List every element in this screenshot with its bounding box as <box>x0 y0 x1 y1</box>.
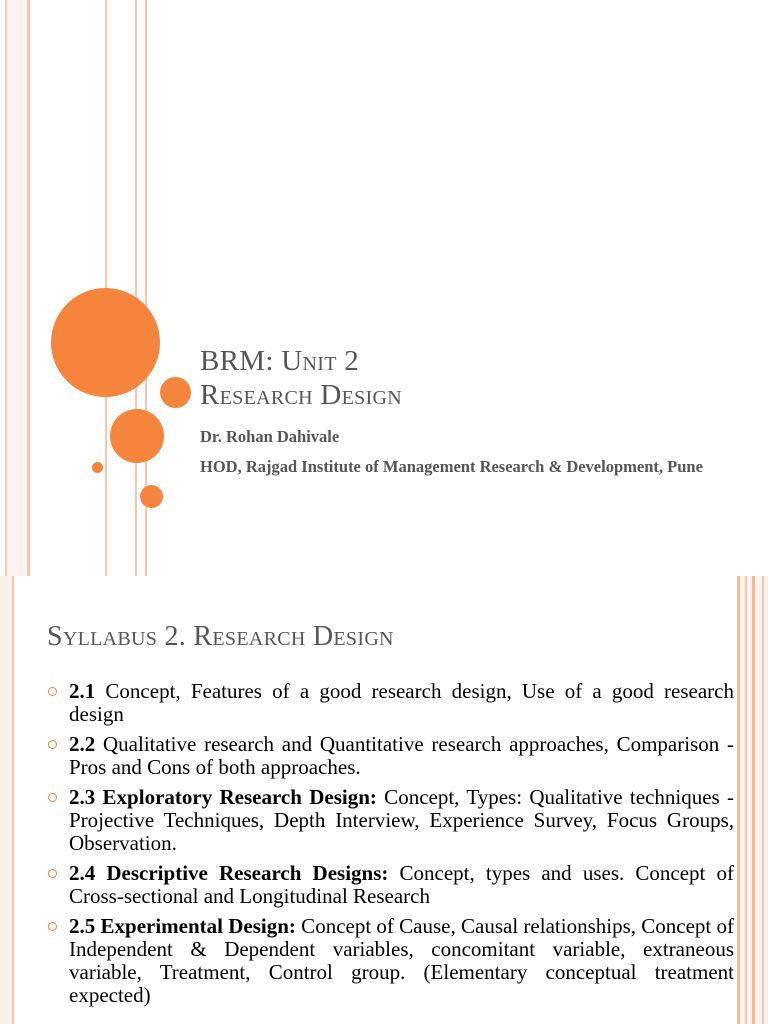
list-item <box>48 786 734 855</box>
title-prefix: BRM: <box>200 345 282 377</box>
circle-bullet-icon <box>48 922 57 931</box>
circle-bullet-icon <box>48 687 57 696</box>
item-number: 2.1 <box>69 679 96 703</box>
decorative-stripe <box>752 576 755 1024</box>
slide-title <box>200 344 740 412</box>
author-name: Dr. Rohan Dahivale <box>200 427 340 446</box>
title-line-2: Research Design <box>200 379 403 411</box>
decorative-stripe <box>745 576 747 1024</box>
list-item <box>48 915 734 1007</box>
slide-subtitle <box>200 426 740 478</box>
syllabus-list <box>48 680 734 1014</box>
decorative-stripe <box>135 0 137 576</box>
syllabus-slide <box>0 576 768 1024</box>
decorative-stripe <box>27 0 30 576</box>
decorative-stripe <box>737 576 740 1024</box>
item-number: 2.2 <box>69 732 96 756</box>
circle-bullet-icon <box>48 793 57 802</box>
item-heading: Experimental Design: <box>95 914 296 938</box>
decorative-circle-tiny <box>92 462 103 473</box>
item-number: 2.4 <box>69 861 96 885</box>
syllabus-title: Syllabus 2. Research Design <box>47 621 394 652</box>
decorative-stripe <box>12 576 14 1024</box>
decorative-stripe <box>762 576 764 1024</box>
title-unit: Unit 2 <box>281 345 360 377</box>
author-affiliation: HOD, Rajgad Institute of Management Research & Development, Pune <box>200 457 703 476</box>
decorative-circle-small <box>140 485 163 508</box>
circle-bullet-icon <box>48 740 57 749</box>
decorative-circle-medium <box>160 377 191 408</box>
item-number: 2.5 <box>69 914 96 938</box>
item-text: Concept, Features of a good research design, Use of a good research design <box>69 679 734 726</box>
list-item <box>48 733 734 779</box>
decorative-stripe <box>5 0 7 576</box>
item-heading: Exploratory Research Design: <box>95 785 377 809</box>
item-text: Qualitative research and Quantitative research approaches, Comparison - Pros and Cons of both approaches. <box>69 732 734 779</box>
list-item <box>48 680 734 726</box>
item-text: Concept, types and uses. Concept of Cross-sectional and Longitudinal Research <box>69 861 734 908</box>
item-number: 2.3 <box>69 785 96 809</box>
decorative-band <box>7 0 27 576</box>
title-line-1 <box>200 344 740 378</box>
list-item <box>48 862 734 908</box>
decorative-circle-medium-large <box>110 409 164 463</box>
circle-bullet-icon <box>48 869 57 878</box>
item-text: Concept, Types: Qualitative techniques - Projective Techniques, Depth Interview, Experience Survey, Focus Groups, Observation. <box>69 785 735 855</box>
item-heading: Descriptive Research Designs: <box>95 861 389 885</box>
item-text: Concept of Cause, Causal relationships, Concept of Independent & Dependent variables, concomitant variable, extraneous variable, Treatment, Control group. (Elementary conceptual treatment expected) <box>69 914 734 1007</box>
decorative-circle-large <box>51 288 160 397</box>
